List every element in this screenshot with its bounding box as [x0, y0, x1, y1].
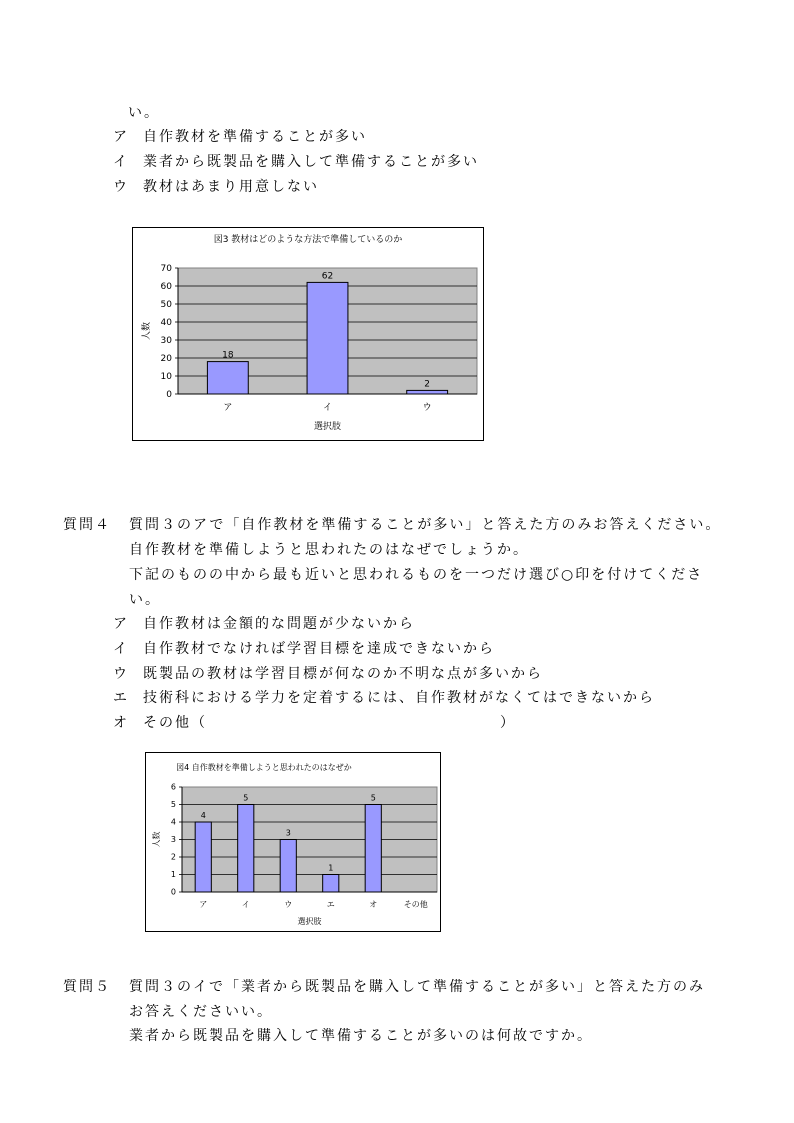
question4-line-1: 質問３のアで「自作教材を準備することが多い」と答えた方のみお答えください。	[129, 517, 722, 533]
option-text: 既製品の教材は学習目標が何なのか不明な点が多いから	[143, 666, 543, 682]
figure3-svg	[133, 228, 483, 440]
question5-line-1: 質問３のイで「業者から既製品を購入して準備することが多い」と答えた方のみ	[129, 979, 705, 995]
x-axis-label: 選択肢	[313, 422, 342, 432]
y-tick-label: 30	[160, 336, 172, 346]
data-label: 5	[370, 793, 376, 803]
bar	[407, 390, 448, 394]
y-tick-label: 6	[170, 782, 176, 792]
y-tick-label: 70	[160, 264, 172, 274]
data-label: 18	[222, 350, 234, 361]
x-tick-label: ア	[199, 900, 208, 909]
x-axis-label: 選択肢	[297, 917, 322, 926]
figure4-svg	[146, 753, 440, 931]
y-axis-label: 人数	[142, 321, 152, 341]
x-tick-label: イ	[241, 900, 250, 909]
option-mark: ア	[113, 616, 129, 632]
bar	[207, 362, 248, 394]
y-tick-label: 1	[170, 870, 176, 880]
option-mark: オ	[113, 715, 129, 731]
y-tick-label: 40	[160, 318, 172, 328]
q3-option-u	[113, 178, 319, 196]
question4-line-2: 自作教材を準備しようと思われたのはなぜでしょうか。	[129, 542, 529, 558]
q4-option-e	[113, 689, 655, 707]
question4-line-3: 下記のものの中から最も近いと思われるものを一つだけ選び○印を付けてくださ	[129, 567, 704, 583]
option-mark: イ	[113, 154, 129, 170]
y-tick-label: 2	[170, 852, 176, 862]
option-text: 教材はあまり用意しない	[143, 179, 319, 195]
bar	[238, 805, 254, 893]
data-label: 3	[285, 828, 291, 838]
q3-option-a	[113, 128, 367, 146]
q4-option-u	[113, 665, 543, 683]
question5-line-2: お答えくださいい。	[129, 1004, 273, 1020]
y-axis-label: 人数	[152, 831, 161, 848]
option-mark: エ	[113, 690, 129, 706]
option-text: 業者から既製品を購入して準備することが多い	[143, 154, 479, 170]
q4-option-o	[113, 714, 207, 732]
data-label: 1	[328, 863, 334, 873]
x-tick-label: ウ	[422, 403, 432, 413]
bar	[365, 805, 381, 893]
x-tick-label: エ	[326, 900, 335, 909]
chart-title: 図4 自作教材を準備しようと思われたのはなぜか	[176, 763, 352, 772]
q3-option-i	[113, 153, 479, 171]
x-tick-label: ア	[223, 403, 233, 413]
question4-label: 質問４	[63, 517, 111, 533]
bar	[307, 282, 348, 394]
y-tick-label: 4	[170, 817, 176, 827]
option-mark: イ	[113, 641, 129, 657]
figure3-chart	[132, 227, 484, 441]
q4-option-o-close: ）	[500, 715, 516, 731]
question3-continuation: い。	[128, 105, 160, 121]
bar	[195, 822, 211, 892]
option-text: 自作教材でなければ学習目標を達成できないから	[143, 641, 495, 657]
figure4-chart	[145, 752, 441, 932]
data-label: 2	[424, 379, 431, 390]
q4-option-a	[113, 615, 415, 633]
x-tick-label: イ	[322, 403, 333, 413]
y-tick-label: 50	[160, 300, 172, 310]
option-mark: ア	[113, 129, 129, 145]
option-text: 自作教材は金額的な問題が少ないから	[143, 616, 415, 632]
question5-label: 質問５	[63, 979, 111, 995]
data-label: 4	[200, 811, 206, 820]
option-text: 自作教材を準備することが多い	[143, 129, 367, 145]
x-tick-label: オ	[369, 900, 378, 909]
y-tick-label: 5	[170, 800, 176, 810]
y-tick-label: 3	[170, 835, 176, 845]
y-tick-label: 60	[160, 282, 172, 292]
question5-line-3: 業者から既製品を購入して準備することが多いのは何故ですか。	[129, 1028, 593, 1044]
x-tick-label: ウ	[284, 900, 293, 909]
y-tick-label: 20	[160, 354, 172, 364]
chart-title: 図3 教材はどのような方法で準備しているのか	[213, 235, 403, 245]
option-mark: ウ	[113, 666, 129, 682]
y-tick-label: 0	[166, 390, 172, 400]
question4-line-4: い。	[129, 592, 161, 608]
option-text: その他（	[143, 715, 207, 731]
option-mark: ウ	[113, 179, 129, 195]
data-label: 62	[321, 271, 334, 282]
q4-option-i	[113, 640, 495, 658]
bar	[323, 875, 339, 893]
x-tick-label: その他	[403, 900, 428, 909]
y-tick-label: 0	[170, 887, 176, 897]
y-tick-label: 10	[160, 372, 172, 382]
data-label: 5	[243, 793, 249, 803]
bar	[280, 840, 296, 893]
option-text: 技術科における学力を定着するには、自作教材がなくてはできないから	[143, 690, 655, 706]
